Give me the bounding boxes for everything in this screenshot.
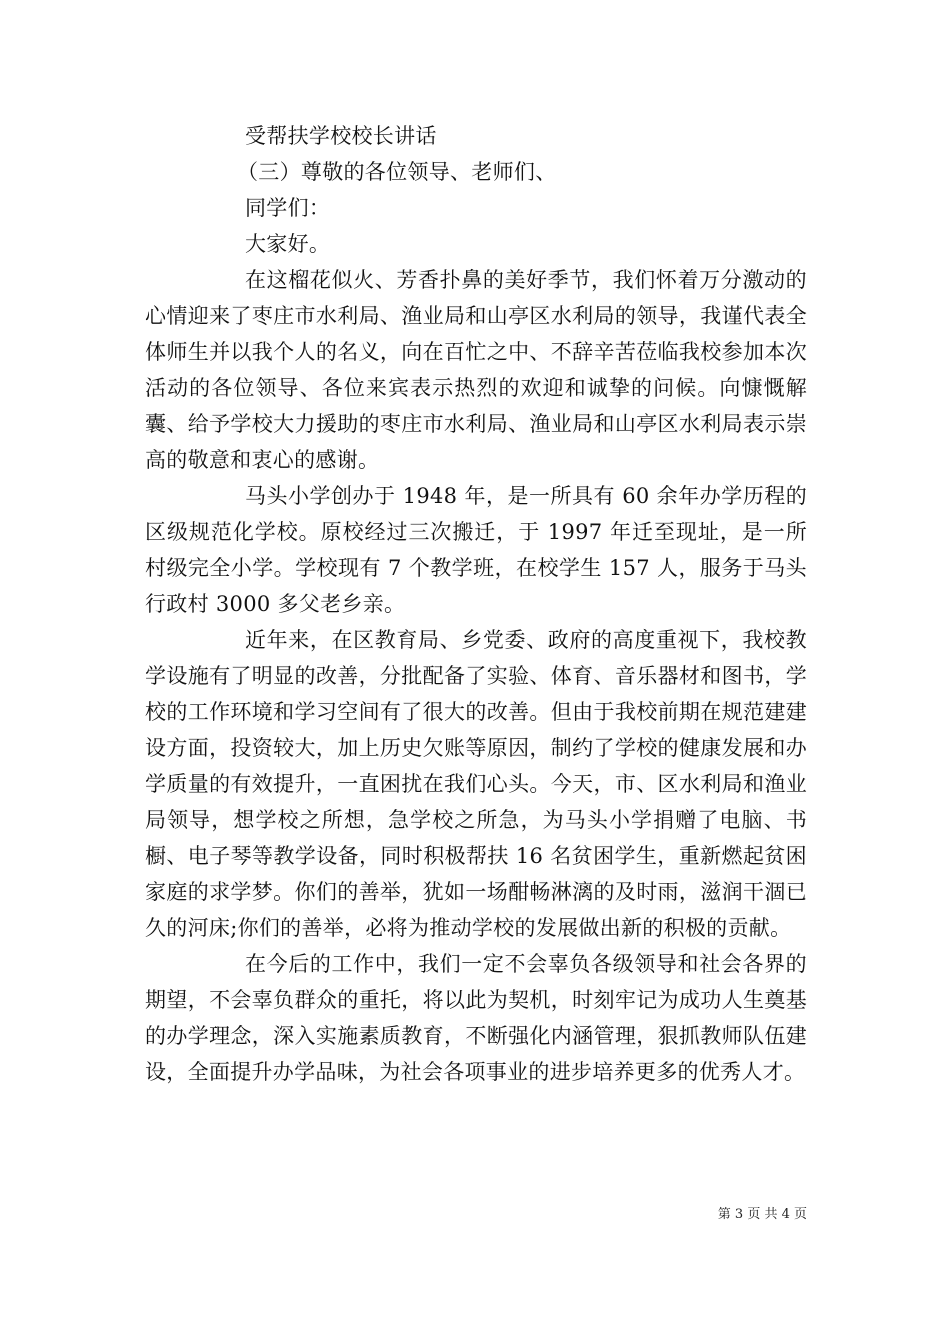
paragraph-future-commitment: 在今后的工作中，我们一定不会辜负各级领导和社会各界的期望，不会辜负群众的重托，将以此为契机，时刻牢记为成功人生奠基的办学理念，深入实施素质教育，不断强化内涵管理，狠抓教师队伍建设，全面提升办学品味，为社会各项事业的进步培养更多的优秀人才。 <box>145 952 807 1084</box>
paragraph-welcome: 在这榴花似火、芳香扑鼻的美好季节，我们怀着万分激动的心情迎来了枣庄市水利局、渔业局和山亭区水利局的领导，我谨代表全体师生并以我个人的名义，向在百忙之中、不辞辛苦莅临我校参加本次活动的各位领导、各位来宾表示热烈的欢迎和诚挚的问候。向慷慨解囊、给予学校大力援助的枣庄市水利局、渔业局和山亭区水利局表示崇高的敬意和衷心的感谢。 <box>145 268 807 472</box>
greeting: 大家好。 <box>245 232 331 256</box>
document-body <box>145 118 807 1090</box>
salutation-line-1: （三）尊敬的各位领导、老师们、 <box>237 160 557 184</box>
salutation-line-2: 同学们： <box>245 196 331 220</box>
paragraph-recent-improvements: 近年来，在区教育局、乡党委、政府的高度重视下，我校教学设施有了明显的改善，分批配备了实验、体育、音乐器材和图书，学校的工作环境和学习空间有了很大的改善。但由于我校前期在规范建建设方面，投资较大，加上历史欠账等原因，制约了学校的健康发展和办学质量的有效提升，一直困扰在我们心头。今天，市、区水利局和渔业局领导，想学校之所想，急学校之所急，为马头小学捐赠了电脑、书橱、电子琴等教学设备，同时积极帮扶 16 名贫困学生，重新燃起贫困家庭的求学梦。你们的善举，犹如一场酣畅淋漓的及时雨，滋润干涸已久的河床;你们的善举，必将为推动学校的发展做出新的积极的贡献。 <box>145 628 807 940</box>
paragraph-school-history: 马头小学创办于 1948 年，是一所具有 60 余年办学历程的区级规范化学校。原校经过三次搬迁，于 1997 年迁至现址，是一所村级完全小学。学校现有 7 个教学班，在校学生 157 人，服务于马头行政村 3000 多父老乡亲。 <box>145 484 807 616</box>
page-number: 第 3 页 共 4 页 <box>717 1207 807 1222</box>
document-title: 受帮扶学校校长讲话 <box>245 124 437 148</box>
